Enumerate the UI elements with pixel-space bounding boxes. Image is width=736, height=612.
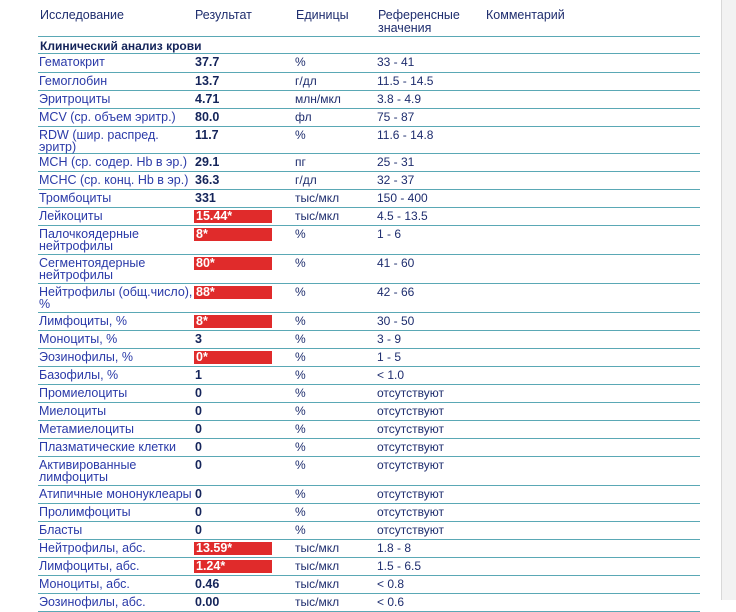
result-cell <box>194 402 295 420</box>
test-name: Нейтрофилы (общ.число), % <box>39 284 193 311</box>
comment <box>487 539 700 557</box>
table-row <box>38 557 700 575</box>
test-name: Сегментоядерные нейтрофилы <box>38 254 194 283</box>
comment <box>487 366 700 384</box>
reference-range: отсутствуют <box>377 438 487 456</box>
table-row <box>38 438 700 456</box>
units: тыс/мкл <box>295 207 377 225</box>
header-comment: Комментарий <box>486 8 565 22</box>
reference-range: 1 - 5 <box>377 348 487 366</box>
units: % <box>295 254 377 283</box>
table-row <box>38 456 700 485</box>
table-row <box>38 593 700 611</box>
result-cell <box>194 384 295 402</box>
comment <box>487 557 700 575</box>
result-value: 0 <box>195 403 202 418</box>
reference-range: 30 - 50 <box>377 312 487 330</box>
page-edge <box>721 0 736 600</box>
result-value: 29.1 <box>195 154 220 169</box>
result-cell <box>194 90 295 108</box>
units: % <box>295 485 377 503</box>
test-name: Миелоциты <box>38 402 194 420</box>
units: % <box>295 126 377 153</box>
units: тыс/мкл <box>295 557 377 575</box>
comment <box>487 456 700 485</box>
test-name: Эозинофилы, % <box>38 348 194 366</box>
header-result: Результат <box>195 8 252 22</box>
table-row <box>38 72 700 90</box>
result-value-abnormal: 8* <box>194 228 272 241</box>
result-value: 11.7 <box>195 127 219 142</box>
result-cell <box>194 330 295 348</box>
reference-range: 150 - 400 <box>377 189 487 207</box>
result-cell <box>194 366 295 384</box>
test-name: MCH (ср. содер. Hb в эр.) <box>38 153 194 171</box>
test-name: MCHC (ср. конц. Hb в эр.) <box>38 171 194 189</box>
units: % <box>295 438 377 456</box>
table-row <box>38 153 700 171</box>
comment <box>487 521 700 539</box>
result-value: 331 <box>195 190 216 205</box>
units: тыс/мкл <box>295 189 377 207</box>
test-name: Гемоглобин <box>38 72 194 90</box>
reference-range: 11.5 - 14.5 <box>377 72 487 90</box>
result-value-abnormal: 8* <box>194 315 272 328</box>
test-name: Промиелоциты <box>38 384 194 402</box>
result-cell <box>194 54 295 72</box>
result-cell <box>194 485 295 503</box>
result-value: 3 <box>195 331 202 346</box>
test-name: RDW (шир. распред. эритр) <box>38 126 194 153</box>
header-units: Единицы <box>296 8 349 22</box>
comment <box>487 254 700 283</box>
test-name: MCV (ср. объем эритр.) <box>38 108 194 126</box>
result-cell <box>194 108 295 126</box>
comment <box>487 207 700 225</box>
comment <box>487 54 700 72</box>
result-value: 0 <box>195 522 202 537</box>
table-row <box>38 283 700 312</box>
table-row <box>38 54 700 72</box>
result-value-abnormal: 1.24* <box>194 560 272 573</box>
reference-range: 33 - 41 <box>377 54 487 72</box>
comment <box>487 283 700 312</box>
reference-range: 42 - 66 <box>377 283 487 312</box>
comment <box>487 384 700 402</box>
comment <box>487 348 700 366</box>
test-name: Тромбоциты <box>38 189 194 207</box>
test-name: Моноциты, абс. <box>38 575 194 593</box>
header-name: Исследование <box>40 8 124 22</box>
reference-range: отсутствуют <box>377 420 487 438</box>
test-name: Гематокрит <box>38 54 194 72</box>
table-row <box>38 420 700 438</box>
comment <box>487 108 700 126</box>
units: тыс/мкл <box>295 539 377 557</box>
units: г/дл <box>295 171 377 189</box>
units: % <box>295 54 377 72</box>
units: % <box>295 312 377 330</box>
reference-range: 25 - 31 <box>377 153 487 171</box>
result-value: 0.46 <box>195 576 220 591</box>
table-row <box>38 171 700 189</box>
result-cell <box>194 189 295 207</box>
table-row <box>38 108 700 126</box>
comment <box>487 90 700 108</box>
reference-range: отсутствуют <box>377 384 487 402</box>
comment <box>487 485 700 503</box>
test-name: Метамиелоциты <box>38 420 194 438</box>
result-value: 0 <box>195 439 202 454</box>
result-cell <box>194 521 295 539</box>
table-row <box>38 485 700 503</box>
reference-range: 32 - 37 <box>377 171 487 189</box>
result-value-abnormal: 13.59* <box>194 542 272 555</box>
test-name: Моноциты, % <box>38 330 194 348</box>
table-row <box>38 521 700 539</box>
result-cell <box>194 312 295 330</box>
reference-range: < 0.8 <box>377 575 487 593</box>
result-cell <box>194 456 295 485</box>
result-value: 0.00 <box>195 594 220 609</box>
comment <box>487 171 700 189</box>
result-value: 0 <box>195 486 202 501</box>
reference-range: отсутствуют <box>377 485 487 503</box>
reference-range: 1.5 - 6.5 <box>377 557 487 575</box>
table-row <box>38 189 700 207</box>
reference-range: 11.6 - 14.8 <box>377 126 487 153</box>
units: % <box>295 384 377 402</box>
units: % <box>295 503 377 521</box>
comment <box>487 72 700 90</box>
result-cell <box>194 225 295 254</box>
comment <box>487 126 700 153</box>
result-value-abnormal: 80* <box>194 257 272 270</box>
comment <box>487 503 700 521</box>
result-value: 0 <box>195 504 202 519</box>
test-name: Активированные лимфоциты <box>38 456 194 485</box>
result-value: 13.7 <box>195 73 220 88</box>
result-cell <box>194 593 295 611</box>
table-header <box>0 8 722 38</box>
table-row <box>38 90 700 108</box>
result-cell <box>194 348 295 366</box>
result-value: 0 <box>195 457 202 472</box>
reference-range: 3.8 - 4.9 <box>377 90 487 108</box>
units: % <box>295 521 377 539</box>
reference-range: < 0.6 <box>377 593 487 611</box>
reference-range: 75 - 87 <box>377 108 487 126</box>
result-cell <box>194 126 295 153</box>
header-reference <box>378 9 478 35</box>
test-name: Лейкоциты <box>38 207 194 225</box>
comment <box>487 420 700 438</box>
units: тыс/мкл <box>295 593 377 611</box>
units: % <box>295 366 377 384</box>
result-value: 0 <box>195 421 202 436</box>
result-cell <box>194 153 295 171</box>
reference-range: отсутствуют <box>377 456 487 485</box>
units: % <box>295 225 377 254</box>
table-row <box>38 402 700 420</box>
table-row <box>38 126 700 153</box>
result-value: 37.7 <box>195 55 220 69</box>
test-name: Палочкоядерные нейтрофилы <box>38 225 194 254</box>
reference-range: отсутствуют <box>377 521 487 539</box>
units: % <box>295 283 377 312</box>
table-row <box>38 384 700 402</box>
test-name: Пролимфоциты <box>38 503 194 521</box>
result-cell <box>194 283 295 312</box>
reference-range: < 1.0 <box>377 366 487 384</box>
table-row <box>38 330 700 348</box>
test-name: Лимфоциты, абс. <box>38 557 194 575</box>
result-value: 80.0 <box>195 109 220 124</box>
units: пг <box>295 153 377 171</box>
reference-range: 3 - 9 <box>377 330 487 348</box>
table-row <box>38 254 700 283</box>
comment <box>487 312 700 330</box>
comment <box>487 153 700 171</box>
units: фл <box>295 108 377 126</box>
reference-range: 4.5 - 13.5 <box>377 207 487 225</box>
result-value-abnormal: 0* <box>194 351 272 364</box>
test-name: Бласты <box>38 521 194 539</box>
reference-range: 1 - 6 <box>377 225 487 254</box>
comment <box>487 593 700 611</box>
units: % <box>295 330 377 348</box>
results-table <box>38 54 700 612</box>
result-cell <box>194 539 295 557</box>
units: тыс/мкл <box>295 575 377 593</box>
comment <box>487 438 700 456</box>
result-value-abnormal: 88* <box>194 286 272 299</box>
comment <box>487 189 700 207</box>
result-value: 36.3 <box>195 172 220 187</box>
test-name: Атипичные мононуклеары <box>38 485 194 503</box>
test-name: Нейтрофилы, абс. <box>38 539 194 557</box>
test-name: Базофилы, % <box>38 366 194 384</box>
result-cell <box>194 557 295 575</box>
reference-range: отсутствуют <box>377 503 487 521</box>
comment <box>487 225 700 254</box>
header-reference-line2: значения <box>378 21 432 35</box>
reference-range: отсутствуют <box>377 402 487 420</box>
section-title: Клинический анализ крови <box>40 39 202 53</box>
units: % <box>295 402 377 420</box>
result-cell <box>194 207 295 225</box>
comment <box>487 330 700 348</box>
comment <box>487 402 700 420</box>
result-cell <box>194 254 295 283</box>
result-value-abnormal: 15.44* <box>194 210 272 223</box>
test-name: Лимфоциты, % <box>38 312 194 330</box>
units: % <box>295 348 377 366</box>
result-cell <box>194 420 295 438</box>
table-row <box>38 366 700 384</box>
table-row <box>38 225 700 254</box>
units: млн/мкл <box>295 90 377 108</box>
test-name: Плазматические клетки <box>38 438 194 456</box>
table-row <box>38 575 700 593</box>
header-reference-line1: Референсные <box>378 8 460 22</box>
header-divider <box>38 36 700 37</box>
table-row <box>38 312 700 330</box>
units: г/дл <box>295 72 377 90</box>
comment <box>487 575 700 593</box>
result-cell <box>194 503 295 521</box>
test-name: Эритроциты <box>38 90 194 108</box>
result-value: 0 <box>195 385 202 400</box>
units: % <box>295 420 377 438</box>
reference-range: 41 - 60 <box>377 254 487 283</box>
result-value: 1 <box>195 367 202 382</box>
table-row <box>38 207 700 225</box>
units: % <box>295 456 377 485</box>
result-value: 4.71 <box>195 91 220 106</box>
result-cell <box>194 72 295 90</box>
table-row <box>38 539 700 557</box>
table-row <box>38 348 700 366</box>
result-cell <box>194 438 295 456</box>
result-cell <box>194 171 295 189</box>
table-row <box>38 503 700 521</box>
result-cell <box>194 575 295 593</box>
reference-range: 1.8 - 8 <box>377 539 487 557</box>
test-name: Эозинофилы, абс. <box>38 593 194 611</box>
